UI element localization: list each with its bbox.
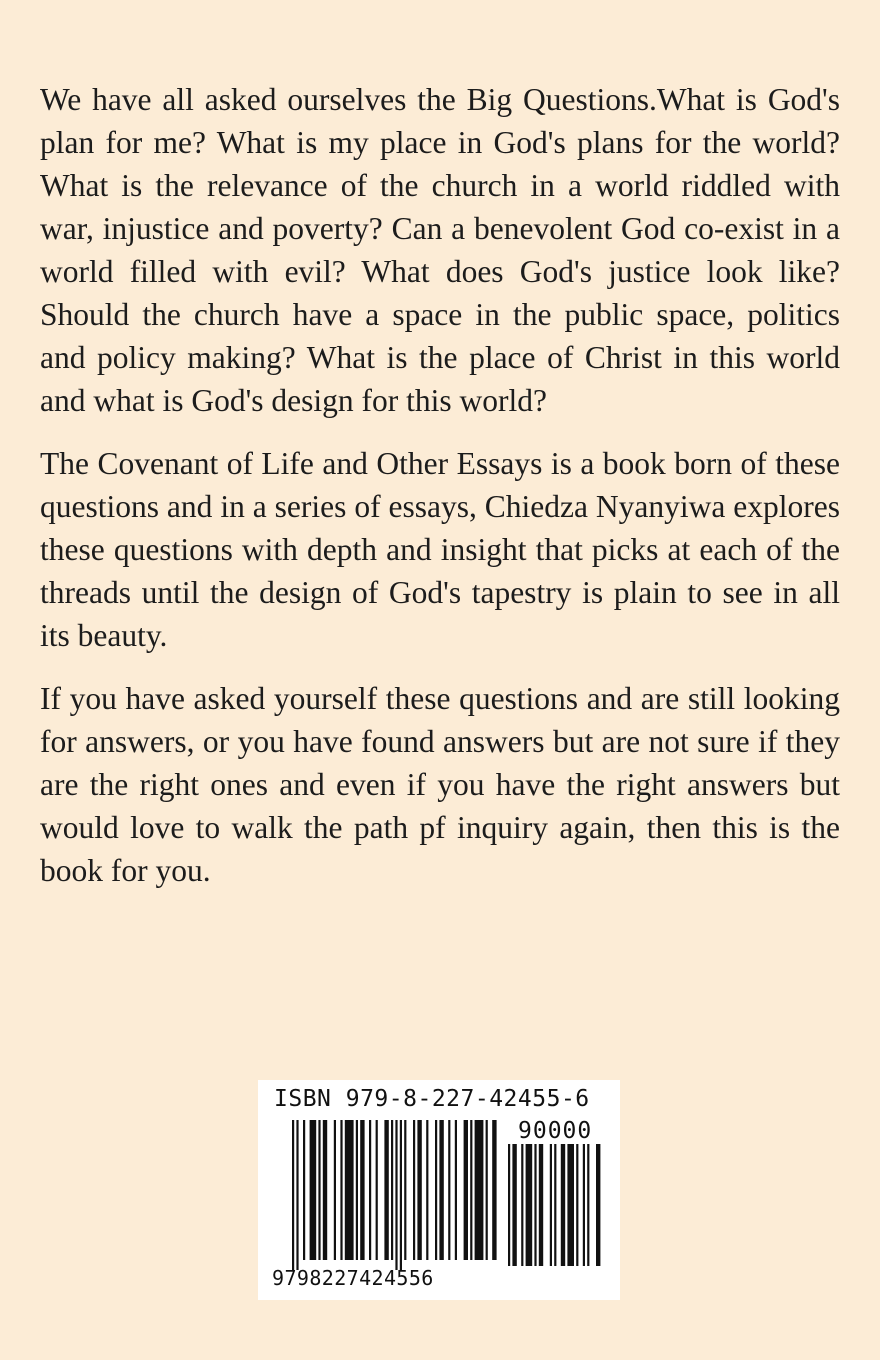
isbn-label: ISBN 979-8-227-42455-6 (274, 1086, 590, 1112)
barcode-bar (554, 1144, 556, 1266)
barcode-bar (587, 1144, 589, 1266)
barcode-bar (448, 1120, 450, 1260)
barcode-bar (561, 1144, 565, 1266)
barcode-bar (455, 1120, 457, 1260)
barcode-bar (296, 1120, 298, 1270)
barcode-bar (292, 1120, 294, 1270)
barcode-bar (303, 1120, 305, 1260)
blurb-paragraph-2: The Covenant of Life and Other Essays is a book born of these questions and in a series of essays, Chiedza Nyanyiwa explores these questions with depth and insight that picks at each of the threads until the design of God's tapestry is plain to see in all its beauty. (40, 446, 840, 653)
barcode-bar (310, 1120, 317, 1260)
barcode-bar (384, 1120, 388, 1260)
barcode-bar (417, 1120, 421, 1260)
barcode-bar (391, 1120, 393, 1260)
barcode-bar (340, 1120, 342, 1260)
barcode-bar (596, 1144, 600, 1266)
barcode-bar (360, 1120, 364, 1260)
barcode-bar (492, 1120, 496, 1260)
barcode-bar (356, 1120, 358, 1260)
isbn-barcode (258, 1080, 620, 1300)
barcode-bar (426, 1120, 428, 1260)
barcode-bar (376, 1120, 378, 1260)
barcode-bar (526, 1144, 533, 1266)
barcode-bar (475, 1120, 484, 1260)
barcode-bar (539, 1144, 543, 1266)
barcode-bar (470, 1120, 472, 1260)
barcode-bar (486, 1120, 488, 1260)
barcode-bar (512, 1144, 516, 1266)
barcode-bar (534, 1144, 536, 1266)
barcode-bar (369, 1120, 371, 1260)
ean-digits: 9798227424556 (272, 1266, 434, 1290)
barcode-bar (323, 1120, 327, 1260)
barcode-bar (435, 1120, 437, 1260)
price-code: 90000 (518, 1118, 593, 1144)
barcode-bar (583, 1144, 585, 1266)
barcode-bar (413, 1120, 415, 1260)
addon-barcode-bars (508, 1144, 608, 1268)
barcode-bar (550, 1144, 552, 1266)
blurb-paragraph-1: We have all asked ourselves the Big Questions.What is God's plan for me? What is my place in God's plans for the world? What is the relevance of the church in a world riddled with war, injustice and poverty? Can a benevolent God co-exist in a world filled with evil? What does God's justice look like? Should the church have a space in the public space, politics and policy making? What is the place of Christ in this world and what is God's design for this world? (40, 82, 840, 418)
barcode-bar (345, 1120, 354, 1260)
barcode-bar (439, 1120, 443, 1260)
barcode-bar (567, 1144, 574, 1266)
barcode-bar (521, 1144, 523, 1266)
barcode-bar (508, 1144, 510, 1266)
back-cover-blurb (40, 78, 840, 912)
blurb-paragraph-3: If you have asked yourself these questions and are still looking for answers, or you have found answers but are not sure if they are the right ones and even if you have the right answers but would love to walk the path pf inquiry again, then this is the book for you. (40, 681, 840, 888)
barcode-bar (576, 1144, 578, 1266)
barcode-bar (400, 1120, 402, 1270)
barcode-bar (395, 1120, 397, 1270)
barcode-bar (404, 1120, 406, 1260)
barcode-bar (318, 1120, 320, 1260)
barcode-bars (292, 1120, 500, 1270)
barcode-bar (334, 1120, 336, 1260)
barcode-bar (464, 1120, 468, 1260)
